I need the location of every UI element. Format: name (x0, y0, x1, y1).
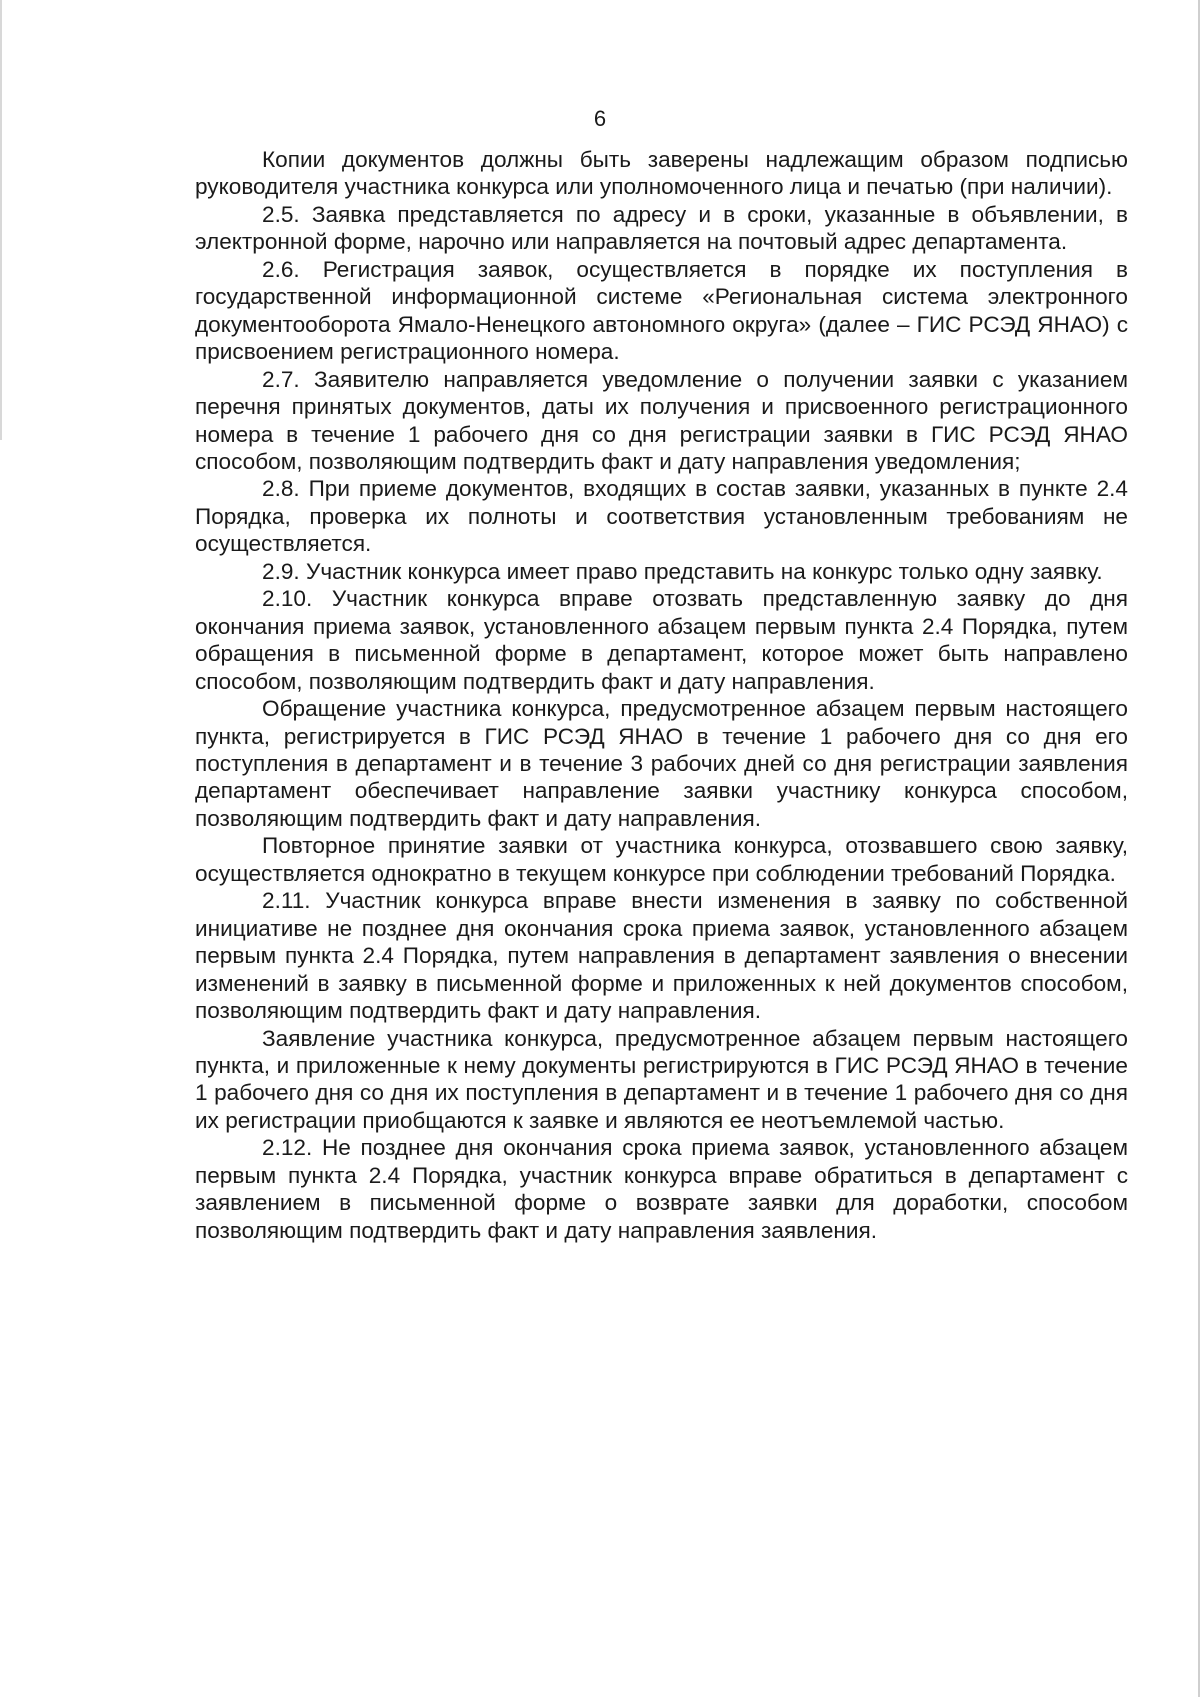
paragraph-2-10-resubmission: Повторное принятие заявки от участника конкурса, отозвавшего свою заявку, осуществляется однократно в текущем конкурсе при соблюдении требований Порядка. (195, 833, 1128, 886)
paragraph-2-6: 2.6. Регистрация заявок, осуществляется в порядке их поступления в государственной информационной системе «Региональная система электронного документооборота Ямало-Ненецкого автономного округа» (далее – ГИС РСЭД ЯНАО) с присвоением регистрационного номера. (195, 256, 1128, 365)
paragraph-2-12: 2.12. Не позднее дня окончания срока приема заявок, установленного абзацем первым пункта 2.4 Порядка, участник конкурса вправе обратиться в департамент с заявлением в письменной форме о возврате заявки для доработки, способом позволяющим подтвердить факт и дату направления заявления. (195, 1135, 1128, 1243)
paragraph-2-7: 2.7. Заявителю направляется уведомление о получении заявки с указанием перечня принятых документов, даты их получения и присвоенного регистрационного номера в течение 1 рабочего дня со дня регистрации заявки в ГИС РСЭД ЯНАО способом, позволяющим подтвердить факт и дату направления уведомления; (195, 366, 1128, 474)
paragraph-2-8: 2.8. При приеме документов, входящих в состав заявки, указанных в пункте 2.4 Порядка, проверка их полноты и соответствия установленным требованиям не осуществляется. (195, 476, 1128, 557)
page-number: 6 (593, 106, 607, 131)
paragraph-2-10-appeal: Обращение участника конкурса, предусмотренное абзацем первым настоящего пункта, регистрируется в ГИС РСЭД ЯНАО в течение 1 рабочего дня со дня его поступления в департамент и в течение 3 рабочих дней со дня регистрации заявления департамент обеспечивает направление заявки участнику конкурса способом, позволяющим подтвердить факт и дату направления. (195, 696, 1128, 831)
paragraph-2-11: 2.11. Участник конкурса вправе внести изменения в заявку по собственной инициативе не позднее дня окончания срока приема заявок, установленного абзацем первым пункта 2.4 Порядка, путем направления в департамент заявления о внесении изменений в заявку в письменной форме и приложенных к ней документов способом, позволяющим подтвердить факт и дату направления. (195, 888, 1128, 1024)
paragraph-copies-certification: Копии документов должны быть заверены надлежащим образом подписью руководителя участника конкурса или уполномоченного лица и печатью (при наличии). (195, 147, 1128, 200)
paragraph-2-9: 2.9. Участник конкурса имеет право представить на конкурс только одну заявку. (262, 558, 1103, 584)
document-body (195, 146, 1128, 1244)
paragraph-2-11-statement: Заявление участника конкурса, предусмотренное абзацем первым настоящего пункта, и приложенные к нему документы регистрируются в ГИС РСЭД ЯНАО в течение 1 рабочего дня со дня их поступления в департамент и в течение 1 рабочего дня со дня их регистрации приобщаются к заявке и являются ее неотъемлемой частью. (195, 1025, 1128, 1133)
paragraph-2-5: 2.5. Заявка представляется по адресу и в сроки, указанные в объявлении, в электронной форме, нарочно или направляется на почтовый адрес департамента. (195, 201, 1128, 255)
paragraph-2-10: 2.10. Участник конкурса вправе отозвать представленную заявку до дня окончания приема заявок, установленного абзацем первым пункта 2.4 Порядка, путем обращения в письменной форме в департамент, которое может быть направлено способом, позволяющим подтвердить факт и дату направления. (195, 586, 1128, 694)
scan-edge-left (0, 0, 2, 440)
